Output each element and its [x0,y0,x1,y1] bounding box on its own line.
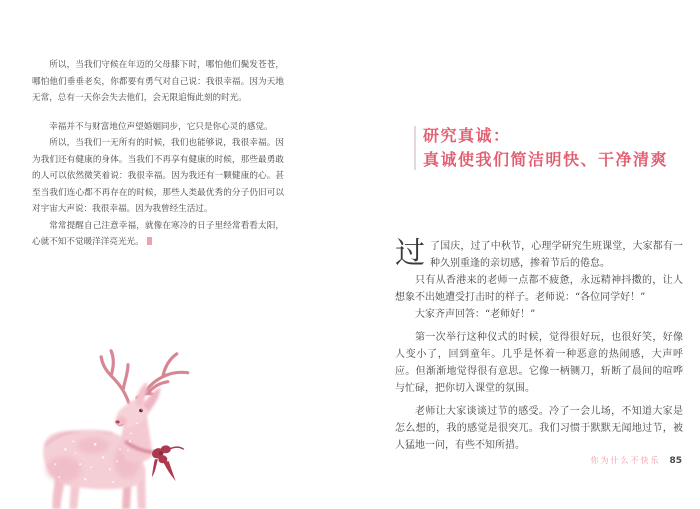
footer-book-title: 你为什么不快乐 [590,456,661,465]
paragraph: 过 了国庆，过了中秋节，心理学研究生班课堂，大家都有一种久别重逢的亲切感，掺着节后的倦怠。 [395,236,683,271]
end-of-article-mark [147,237,152,245]
paragraph: 只有从香港来的老师一点都不疲惫，永远精神抖擞的，让人想象不出她遭受打击时的样子。老师说：“各位同学好！” [395,275,683,303]
page-number: 85 [669,456,682,466]
page-footer [590,455,682,466]
deer-nose [115,420,119,423]
chapter-title-line2: 真诚使我们简洁明快、干净清爽 [423,150,669,169]
paragraph: 所以，当我们守候在年迈的父母膝下时，哪怕他们鬓发苍苍，哪怕他们垂垂老矣，你都要有勇气对自己说：我很幸福。因为天地无常，总有一天你会失去他们，会无限追悔此刻的时光。 [32,60,284,103]
drop-cap: 过 [395,236,425,271]
title-accent-bar [414,126,416,170]
chapter-title-line1: 研究真诚： [423,126,511,145]
paragraph: 大家齐声回答：“老师好！” [415,309,536,320]
deer-eye [139,409,143,413]
paragraph: 所以，当我们一无所有的时候，我们也能够说，我很幸福。因为我们还有健康的身体。当我们不再享有健康的时候，那些最勇敢的人可以依然微笑着说：我很幸福。因为我还有一颗健康的心。甚至当我们连心都不再存在的时候，那些人类最优秀的分子仍旧可以对宇宙大声说：我很幸福。因为我曾经生活过。 [32,138,284,214]
paragraph: 常常提醒自己注意幸福，就像在寒冷的日子里经常看看太阳，心就不知不觉暖洋洋亮光光。 [32,220,284,247]
paragraph: 第一次举行这种仪式的时候，觉得很好玩，也很好笑，好像人变小了，回到童年。几乎是怀着一种恶意的热闹感，大声呼应。但渐渐地觉得很有意思。它像一柄铡刀，斩断了晨间的喧哗与忙碌，把你切入课堂的氛围。 [395,332,683,394]
chapter-title [423,124,668,172]
paragraph: 幸福并不与财富地位声望婚姻同步，它只是你心灵的感觉。 [49,121,273,132]
paragraph: 老师让大家谈谈过节的感受。冷了一会儿场，不知道大家是怎么想的，我的感觉是很突兀。我们习惯于默默无闻地过节，被人猛地一问，有些不知所措。 [395,406,683,451]
deer-bow [151,445,184,481]
deer-illustration [25,320,235,509]
left-page-text [32,57,284,251]
right-page-text [395,238,683,454]
deer-illustration-container [25,320,235,509]
chapter-header [414,124,668,172]
